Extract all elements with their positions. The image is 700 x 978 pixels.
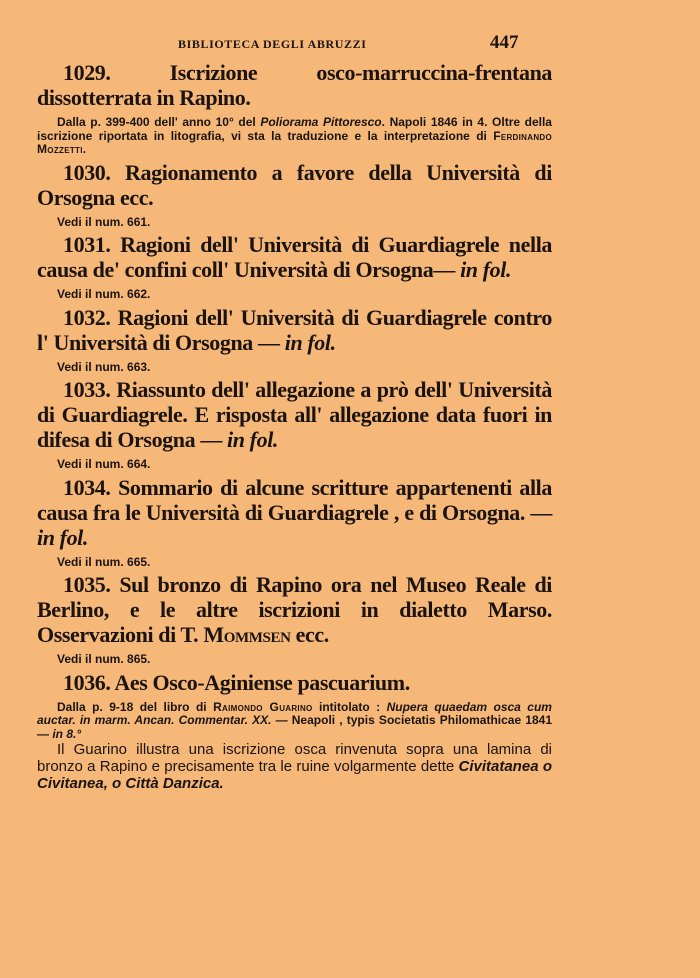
entry-title-text: Ragioni dell' Università di Guardiagrele contro l' Università di Orsogna — [37, 304, 552, 355]
entry-title-text: Aes Osco-Aginiense pascuarium. [114, 669, 410, 695]
note-text: intitolato : [319, 699, 381, 714]
page-header [0, 32, 700, 56]
entry-1033 [37, 377, 552, 472]
entry-number: 1032. [63, 304, 111, 330]
format-italic: in fol. [460, 257, 512, 282]
entry-note [37, 116, 552, 157]
entry-title [37, 60, 552, 110]
entry-title-text: Riassunto dell' allegazione a prò dell' Università di Guardiagrele. E risposta all' allegazione data fuori in difesa di Orsogna — [37, 377, 552, 452]
entry-1030 [37, 160, 552, 230]
description-italic: Civitatanea o Civitanea, o Città Danzica. [37, 758, 552, 792]
entry-title [37, 475, 552, 550]
entry-title [37, 305, 552, 355]
entry-title [37, 232, 552, 282]
entry-1034 [37, 475, 552, 570]
description-text: Il Guarino illustra una iscrizione osca rinvenuta sopra una lamina di bronzo a Rapino e precisamente tra le ruine volgarmente dette [37, 741, 552, 775]
entry-note: Vedi il num. 663. [57, 359, 151, 374]
entry-title-text: Ragionamento a favore della Università di Orsogna ecc. [37, 159, 552, 210]
note-text: Dalla p. 9-18 del libro di [57, 699, 207, 714]
note-italic: in 8.° [52, 726, 82, 741]
running-title: BIBLIOTECA DEGLI ABRUZZI [178, 37, 367, 51]
note-italic: Nupera quaedam osca cum auctar. in marm. Ancan. Commentar. XX. [37, 699, 552, 727]
entry-title-text: Sommario di alcune scritture appartenenti alla causa fra le Università di Guardiagrele , e di Orsogna. — [37, 474, 552, 525]
entry-number: 1030. [63, 159, 111, 185]
entry-number: 1034. [63, 474, 111, 500]
entry-note: Vedi il num. 665. [57, 554, 151, 569]
entry-note: Vedi il num. 664. [57, 457, 151, 471]
page-number: 447 [490, 32, 519, 53]
entry-number: 1033. [63, 377, 111, 402]
note-author: Ferdinando Mozzetti [37, 128, 552, 156]
note-text: . [82, 142, 87, 156]
entry-note: Vedi il num. 662. [57, 287, 151, 301]
note-text: . Napoli 1846 in 4. Oltre della iscrizione riportata in litografia, vi sta la traduzione e la interpretazione di [37, 115, 552, 143]
entry-title-text: Iscrizione osco-marruccina-frentana dissotterrata in Rapino. [37, 60, 552, 110]
note-author: Raimondo Guarino [213, 699, 313, 714]
entry-title [37, 572, 552, 647]
entry-1036 [37, 670, 552, 793]
entry-1031 [37, 232, 552, 302]
entry-title-text: Ragioni dell' Università di Guardiagrele nella causa de' confini coll' Università di Orsogna— [37, 232, 553, 282]
entry-title [37, 160, 552, 210]
entry-description [37, 741, 552, 792]
entry-1032 [37, 305, 552, 375]
format-italic: in fol. [227, 427, 279, 452]
entry-note: Vedi il num. 865. [57, 652, 151, 666]
entry-title-text: ecc. [295, 622, 329, 647]
entry-number: 1031. [63, 232, 111, 257]
format-italic: in fol. [284, 329, 336, 355]
entry-title [37, 377, 552, 452]
note-italic: Poliorama Pittoresco [260, 115, 382, 129]
entry-number: 1036. [63, 669, 111, 695]
catalog-entries [37, 60, 552, 792]
author-name: Mommsen [203, 622, 291, 647]
note-text: — Neapoli , typis Societatis Philomathicae 1841 — [37, 713, 553, 741]
entry-number: 1035. [63, 572, 111, 597]
entry-1029 [37, 60, 552, 157]
entry-note: Vedi il num. 661. [57, 214, 151, 229]
entry-note [37, 701, 552, 742]
entry-1035 [37, 572, 552, 667]
entry-number: 1029. [63, 60, 111, 85]
entry-title [37, 670, 552, 695]
entry-title-text: Sul bronzo di Rapino ora nel Museo Reale di Berlino, e le altre iscrizioni in dialetto Marso. Osservazioni di T. [37, 572, 552, 647]
format-italic: in fol. [37, 524, 88, 550]
note-text: Dalla p. 399-400 dell' anno 10° del [57, 115, 256, 129]
